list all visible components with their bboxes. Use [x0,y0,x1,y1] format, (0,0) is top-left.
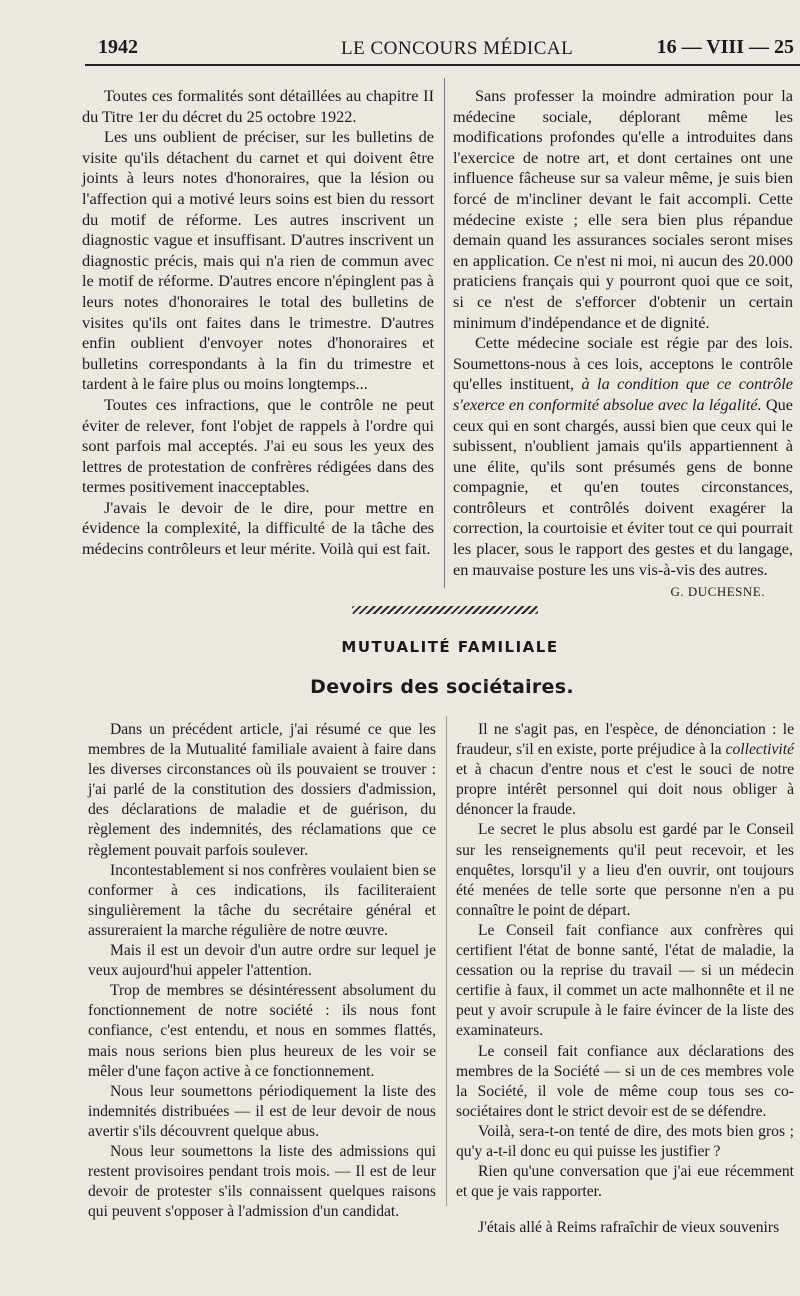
header-year: 1942 [98,36,138,58]
paragraph: Trop de membres se désintéressent absolument du fonctionnement de notre société : ils nous font confiance, c'est entendu, et nous en sommes flattés, mais nous serions bien plus heureux de les voir se mêler d'une façon active à ce fonctionnement. [88,982,436,1080]
paragraph: Rien qu'une conversation que j'ai eue récemment et que je vais rapporter. [456,1163,794,1201]
paragraph [453,333,793,580]
paragraph-text: Cette médecine sociale est régie par des lois. Soumettons-nous à ces lois, acceptons le contrôle qu'elles instituent, [453,333,793,394]
paragraph-text: Que ceux qui en sont chargés, aussi bien que ceux qui le subissent, n'oublient jamais qu'ils appartiennent à une élite, qu'ils sont présumés gens de bonne compagnie, et qu'en toutes circonstances, contrôleurs et contrôlés doivent exagérer la correction, la courtoisie et éviter tout ce qui pourrait les placer, sous le rapport des gestes et du langage, en mauvaise posture les uns vis-à-vis des autres. [453,394,793,579]
paragraph: Le conseil fait confiance aux déclarations des membres de la Société — si un de ces membres vole la Société, il vole de même coup tous ses co-sociétaires dont le strict devoir est de se défendre. [456,1042,794,1120]
paragraph: Les uns oublient de préciser, sur les bulletins de visite qu'ils détachent du carnet et qui doivent être joints à leurs notes d'honoraires, que la lésion ou l'affection qui a motivé leurs soins est bien du ressort du motif de réforme. Les autres inscrivent un diagnostic vague et insuffisant. D'autres inscrivent un diagnostic précis, mais qui n'a rien de commun avec le motif de réforme. D'autres encore n'épinglent pas à leurs notes d'honoraires le total des bulletins de visites qu'ils ont faites dans le trimestre. D'autres enfin oublient d'envoyer notes d'honoraires et bulletins correspondants à la fin du trimestre et tardent à le faire plus ou moins longtemps... [82,127,434,394]
paragraph: Voilà, sera-t-on tenté de dire, des mots bien gros ; qu'y a-t-il donc eu qui puisse les justifier ? [456,1122,794,1160]
decorative-separator [352,606,538,614]
header-date: 16 — VIII — 25 [656,36,794,58]
paragraph: Nous leur soumettons la liste des admissions qui restent provisoires pendant trois mois. — Il est de leur devoir de protester s'ils connaissent quelques raisons qui peuvent s'opposer à l'admission d'un candidat. [88,1142,436,1221]
paragraph-text: Il ne s'agit pas, en l'espèce, de dénonciation : le fraudeur, s'il en existe, porte préjudice à la [456,721,794,759]
paragraph: Dans un précédent article, j'ai résumé ce que les membres de la Mutualité familiale avaient à faire dans les diverses circonstances où ils pouvaient se trouver : j'ai parlé de la constitution des dossiers d'admission, des déclarations de maladie et de guérison, du règlement des indemnités, des réclamations que ce règlement pouvait parfois soulever. [88,721,436,859]
paragraph-text: et à chacun d'entre nous et c'est le souci de notre propre intérêt personnel qui doit nous obliger à dénoncer la fraude. [456,761,794,819]
paragraph: J'avais le devoir de le dire, pour mettre en évidence la complexité, la difficulté de la tâche des médecins contrôleurs et leur mérite. Voilà qui est fait. [82,497,434,559]
header-rule [85,64,800,66]
bottom-left-column [88,720,436,1222]
paragraph: Toutes ces formalités sont détaillées au chapitre II du Titre 1er du décret du 25 octobre 1922. [82,86,434,126]
paragraph: Incontestablement si nos confrères voulaient bien se conformer à ces indications, ils faciliteraient singulièrement la tâche du secrétaire général et assureraient la marche régulière de notre œuvre. [88,861,436,939]
top-left-column [82,86,434,560]
page-header [88,36,800,66]
column-divider [444,78,445,588]
paragraph: Le secret le plus absolu est gardé par le Conseil sur les renseignements qu'il peut recevoir, et les enquêtes, lorsqu'il y a lieu d'en ouvrir, ont toujours été menées de telle sorte que personne n'en a pu connaître le point de départ. [456,821,794,919]
paragraph: Sans professer la moindre admiration pour la médecine sociale, déplorant même les modifications profondes qu'elle a introduites dans l'exercice de notre art, et dont certaines ont une influence fâcheuse sur sa valeur même, je suis bien forcé de m'incliner devant le fait accompli. Cette médecine existe ; elle sera bien plus répandue demain quand les assurances sociales seront mises en application. Ce n'est ni moi, ni aucun des 20.000 praticiens français qui y pourront quoi que ce soit, si ce n'est de s'efforcer d'obtenir un certain minimum d'indépendance et de dignité. [453,86,793,332]
header-journal-title: LE CONCOURS MÉDICAL [341,38,574,59]
author-signature: G. DUCHESNE. [670,584,765,600]
paragraph: J'étais allé à Reims rafraîchir de vieux souvenirs [478,1219,780,1237]
paragraph: Toutes ces infractions, que le contrôle ne peut éviter de relever, font l'objet de rappels à l'ordre qui sont parfois mal acceptés. J'ai eu sous les yeux des lettres de protestation de confrères rédigées dans des termes positivement inacceptables. [82,394,434,497]
bottom-right-column [456,720,794,1238]
paragraph: Nous leur soumettons périodiquement la liste des indemnités distribuées — il est de leur devoir de nous avertir s'ils découvrent quelque abus. [88,1082,436,1140]
italic-text: à la condition que ce contrôle s'exerce en conformité absolue avec la légalité. [453,374,793,414]
top-right-column [453,86,793,603]
section-title: MUTUALITÉ FAMILIALE [341,638,559,656]
paragraph: Le Conseil fait confiance aux confrères qui certifient l'état de bonne santé, l'état de maladie, la cessation ou la reprise du travail — si un médecin certifie à faux, il commet un acte malhonnête et il ne peut y avoir scrupule à le faire évincer de la liste des examinateurs. [456,921,794,1040]
article-title: Devoirs des sociétaires. [310,676,574,698]
paragraph [456,720,794,820]
italic-text: collectivité [725,741,794,759]
column-divider [446,716,447,1206]
paragraph: Mais il est un devoir d'un autre ordre sur lequel je veux aujourd'hui appeler l'attention. [88,942,436,980]
